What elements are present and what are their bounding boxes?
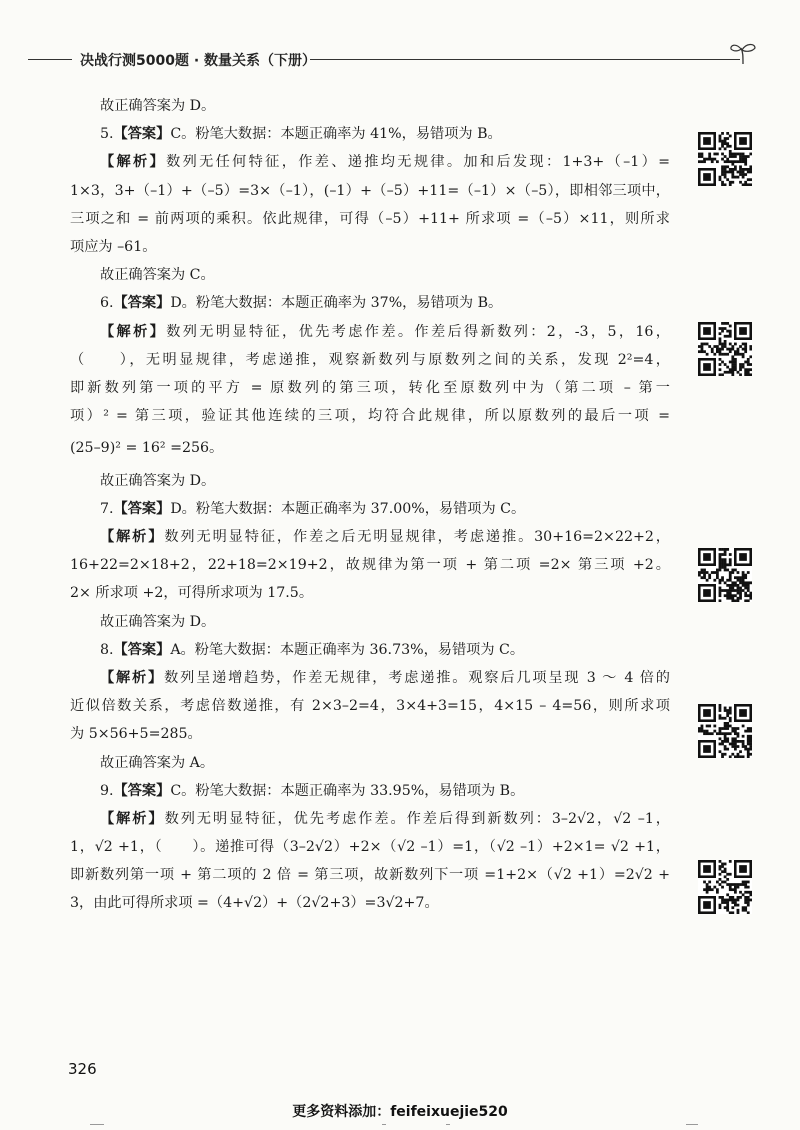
text-line: [70, 833, 670, 861]
line-text: 即新数列第一项 + 第二项的 2 倍 = 第三项，故新数列下一项 =1+2×（√2 +1）=2√2 +: [70, 867, 670, 884]
question-number: 9.: [100, 782, 114, 799]
text-line: [70, 318, 670, 346]
text-line: [70, 777, 670, 805]
text-line: [70, 434, 670, 462]
text-line: [70, 120, 670, 148]
solution-text: [70, 92, 670, 918]
line-text: 数列无明显特征，作差之后无明显规律，考虑递推。30+16=2×22+2，: [164, 528, 670, 545]
header-rule-right: [310, 59, 740, 60]
text-line: [70, 889, 670, 917]
text-line: [70, 495, 670, 523]
qr-code-q6: [698, 322, 752, 376]
question-number: 7.: [100, 500, 114, 517]
scan-artifacts: [0, 1122, 800, 1128]
section-tag: 【答案】: [113, 641, 171, 658]
section-tag: 【解析】: [100, 323, 167, 340]
section-tag: 【答案】: [113, 295, 171, 312]
line-text: 1×3，3+（–1）+（–5）=3×（–1），(–1）+（–5）+11=（–1）×（–5），即相邻三项中，: [70, 182, 670, 199]
line-text: C。粉笔大数据：本题正确率为 41%，易错项为 B。: [170, 126, 502, 143]
text-line: [70, 467, 670, 495]
line-text: 1，√2 +1，（ ）。递推可得（3–2√2）+2×（√2 –1）=1，（√2 –1）+2×1= √2 +1，: [70, 839, 670, 856]
text-line: [70, 608, 670, 636]
text-line: [70, 692, 670, 720]
text-line: [70, 346, 670, 374]
line-text: D。粉笔大数据：本题正确率为 37.00%，易错项为 C。: [170, 500, 526, 517]
section-tag: 【解析】: [100, 810, 165, 827]
text-line: [70, 551, 670, 579]
line-text: (25–9)² = 16² =256。: [70, 440, 224, 457]
question-number: 8.: [100, 641, 114, 658]
line-text: C。粉笔大数据：本题正确率为 33.95%，易错项为 B。: [170, 782, 525, 799]
line-text: 16+22=2×18+2，22+18=2×19+2，故规律为第一项 + 第二项 =2× 第三项 +2。: [70, 557, 670, 574]
line-text: 项）² = 第三项，验证其他连续的三项，均符合此规律，所以原数列的最后一项 =: [70, 408, 670, 425]
line-text: （ ），无明显规律，考虑递推，观察新数列与原数列之间的关系，发现 2²=4，: [70, 351, 670, 368]
running-header: [0, 44, 800, 74]
text-line: [70, 523, 670, 551]
text-line: [70, 233, 670, 261]
line-text: 近似倍数关系，考虑倍数递推，有 2×3–2=4，3×4+3=15，4×15 – 4=56，则所求项: [70, 698, 670, 715]
text-line: [70, 92, 670, 120]
qr-code-q9: [698, 860, 752, 914]
question-number: 6.: [100, 295, 114, 312]
text-line: [70, 636, 670, 664]
text-line: [70, 402, 670, 430]
section-tag: 【答案】: [113, 500, 171, 517]
section-tag: 【解析】: [100, 154, 167, 171]
qr-code-q8: [698, 704, 752, 758]
line-text: 数列无任何特征，作差、递推均无规律。加和后发现：1+3+（–1）=: [166, 154, 670, 171]
header-title: 决战行测5000题 · 数量关系（下册）: [80, 53, 317, 69]
section-tag: 【答案】: [113, 782, 171, 799]
line-text: 2× 所求项 +2，可得所求项为 17.5。: [70, 585, 314, 602]
text-line: [70, 177, 670, 205]
line-text: A。粉笔大数据：本题正确率为 36.73%，易错项为 C。: [170, 641, 525, 658]
line-text: 三项之和 = 前两项的乘积。依此规律，可得（–5）+11+ 所求项 =（–5）×11，则所求: [70, 210, 670, 227]
text-line: [70, 289, 670, 317]
footer-note: 更多资料添加：feifeixuejie520: [292, 1104, 508, 1120]
line-text: D。粉笔大数据：本题正确率为 37%，易错项为 B。: [170, 295, 503, 312]
text-line: [70, 861, 670, 889]
line-text: 即新数列第一项的平方 = 原数列的第三项，转化至原数列中为（第二项 – 第一: [70, 379, 670, 396]
text-line: [70, 374, 670, 402]
text-line: [70, 805, 670, 833]
line-text: 项应为 –61。: [70, 238, 157, 255]
text-line: [70, 579, 670, 607]
section-tag: 【解析】: [100, 528, 165, 545]
section-tag: 【解析】: [100, 669, 165, 686]
line-text: 故正确答案为 D。: [100, 98, 216, 114]
line-text: 故正确答案为 A。: [100, 754, 215, 771]
text-line: [70, 720, 670, 748]
qr-code-q5: [698, 132, 752, 186]
line-text: 数列呈递增趋势，作差无规律，考虑递推。观察后几项呈现 3 ～ 4 倍的: [164, 669, 670, 686]
header-rule-left: [28, 59, 72, 60]
text-line: [70, 664, 670, 692]
line-text: 为 5×56+5=285。: [70, 726, 202, 743]
line-text: 数列无明显特征，优先考虑作差。作差后得新数列：2，-3，5，16，: [166, 323, 670, 340]
line-text: 故正确答案为 C。: [100, 267, 215, 284]
sprout-icon: [728, 40, 758, 66]
text-line: [70, 148, 670, 176]
question-number: 5.: [100, 126, 114, 143]
qr-code-q7: [698, 548, 752, 602]
line-text: 数列无明显特征，优先考虑作差。作差后得到新数列：3–2√2，√2 –1，: [164, 810, 670, 827]
line-text: 故正确答案为 D。: [100, 472, 216, 489]
line-text: 3，由此可得所求项 =（4+√2）+（2√2+3）=3√2+7。: [70, 895, 439, 912]
line-text: 故正确答案为 D。: [100, 613, 216, 630]
text-line: [70, 261, 670, 289]
text-line: [70, 749, 670, 777]
text-line: [70, 205, 670, 233]
section-tag: 【答案】: [113, 126, 171, 143]
page-number: 326: [68, 1060, 97, 1078]
